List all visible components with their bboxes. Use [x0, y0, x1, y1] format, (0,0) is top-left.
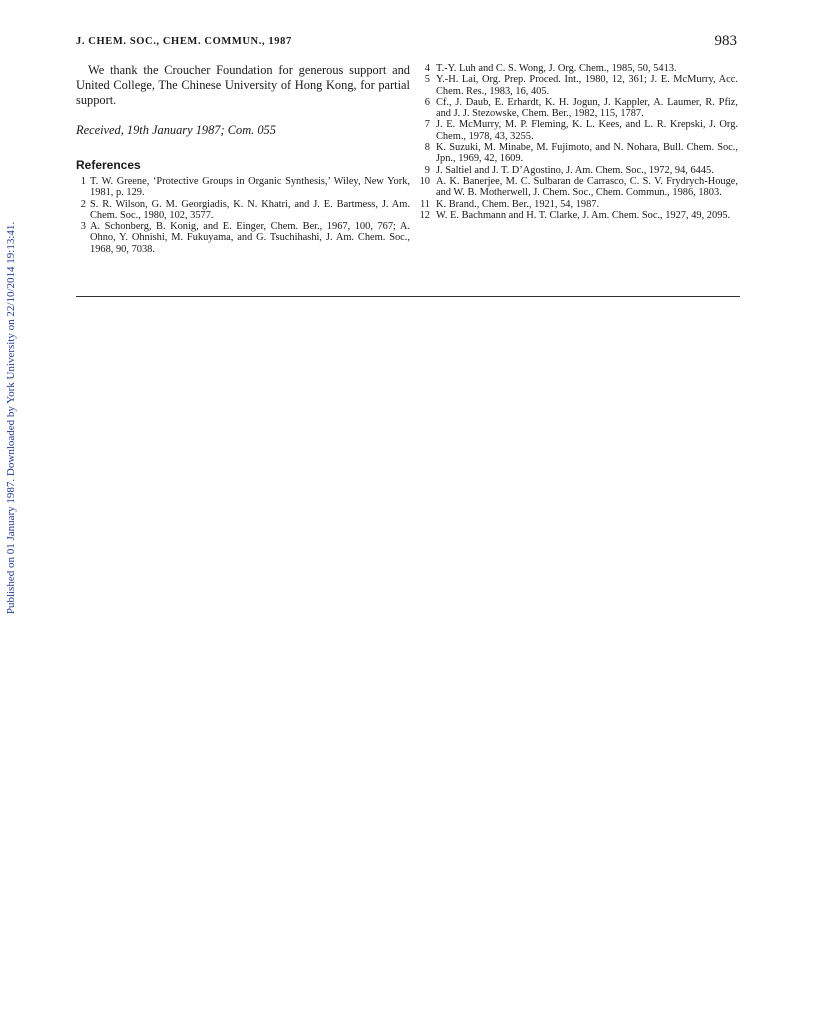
reference-text: T.-Y. Luh and C. S. Wong, J. Org. Chem., 1985, 50, 5413. — [436, 63, 677, 74]
reference-number: 8 — [424, 142, 430, 154]
page-divider — [76, 296, 740, 297]
reference-text: J. Saltiel and J. T. D’Agostino, J. Am. Chem. Soc., 1972, 94, 6445. — [436, 164, 714, 176]
reference-item — [418, 74, 738, 97]
reference-text: A. Schonberg, B. Konig, and E. Einger, Chem. Ber., 1967, 100, 767; A. Ohno, Y. Ohnishi, M. Fukuyama, and G. Tsuchihashi, J. Am. Chem. Soc., 1968, 90, 7038. — [90, 221, 410, 255]
reference-number: 6 — [424, 96, 430, 108]
reference-text: Y.-H. Lai, Org. Prep. Proced. Int., 1980, 12, 361; J. E. McMurry, Acc. Chem. Res., 1983, 16, 405. — [436, 74, 738, 97]
reference-number: 3 — [80, 221, 86, 233]
reference-item — [76, 176, 410, 199]
reference-item — [418, 199, 738, 210]
received-date: Received, 19th January 1987; Com. 055 — [76, 123, 276, 137]
references-list-left — [76, 176, 410, 255]
acknowledgement-text: We thank the Croucher Foundation for generous support and United College, The Chinese University of Hong Kong, for partial support. — [76, 63, 410, 107]
reference-number: 11 — [419, 198, 430, 210]
reference-item — [418, 119, 738, 142]
reference-text: A. K. Banerjee, M. C. Sulbaran de Carrasco, C. S. V. Frydrych-Houge, and W. B. Motherwell, J. Chem. Soc., Chem. Commun., 1986, 1803. — [436, 175, 738, 199]
reference-item — [76, 199, 410, 222]
left-column — [76, 63, 410, 255]
reference-number: 7 — [424, 119, 430, 131]
reference-number: 1 — [80, 176, 86, 187]
reference-text: T. W. Greene, ‘Protective Groups in Organic Synthesis,’ Wiley, New York, 1981, p. 129. — [90, 176, 410, 199]
reference-number: 12 — [419, 209, 430, 221]
reference-text: K. Brand., Chem. Ber., 1921, 54, 1987. — [436, 198, 600, 210]
reference-item — [76, 221, 410, 255]
references-heading: References — [76, 158, 141, 172]
reference-text: J. E. McMurry, M. P. Fleming, K. L. Kees, and L. R. Krepski, J. Org. Chem., 1978, 43, 3255. — [436, 119, 738, 142]
right-column — [418, 63, 738, 221]
reference-text: W. E. Bachmann and H. T. Clarke, J. Am. Chem. Soc., 1927, 49, 2095. — [436, 209, 731, 221]
reference-number: 2 — [80, 198, 86, 210]
reference-text: S. R. Wilson, G. M. Georgiadis, K. N. Khatri, and J. E. Bartmess, J. Am. Chem. Soc., 1980, 102, 3577. — [90, 198, 410, 221]
reference-number: 10 — [419, 175, 430, 187]
reference-item — [418, 142, 738, 165]
journal-header: J. CHEM. SOC., CHEM. COMMUN., 1987 — [76, 36, 292, 47]
page-number: 983 — [714, 33, 737, 49]
reference-text: Cf., J. Daub, E. Erhardt, K. H. Jogun, J. Kappler, A. Laumer, R. Pfiz, and J. J. Stezowske, Chem. Ber., 1982, 115, 1787. — [436, 96, 738, 120]
reference-number: 4 — [424, 63, 430, 74]
download-watermark: Published on 01 January 1987. Downloaded by York University on 22/10/2014 19:13:41. — [5, 221, 17, 615]
reference-item — [418, 176, 738, 199]
reference-item — [418, 210, 738, 221]
reference-text: K. Suzuki, M. Minabe, M. Fujimoto, and N. Nohara, Bull. Chem. Soc., Jpn., 1969, 42, 1609. — [436, 142, 738, 165]
reference-item — [418, 165, 738, 176]
references-list-right — [418, 63, 738, 221]
reference-item — [418, 97, 738, 120]
reference-number: 5 — [424, 74, 430, 86]
reference-item — [418, 63, 738, 74]
reference-number: 9 — [424, 164, 430, 176]
